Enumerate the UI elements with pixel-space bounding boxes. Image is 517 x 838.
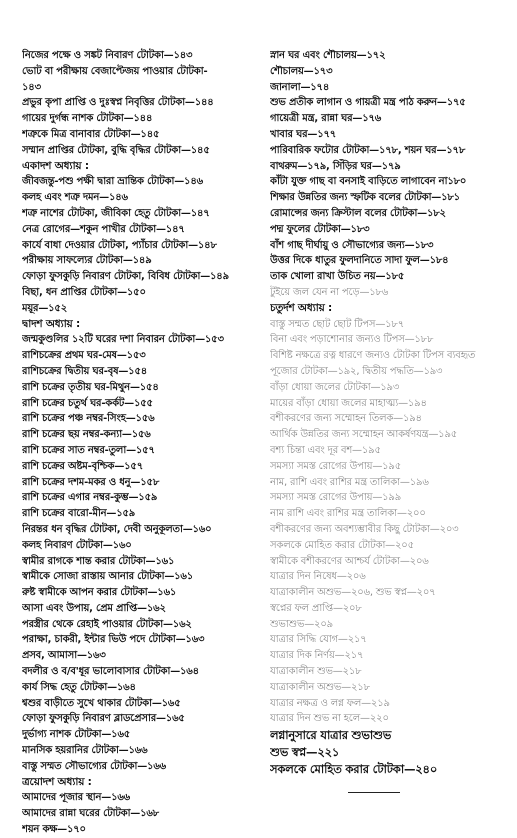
- chapter-heading: ত্রয়োদশ অধ্যায় :: [22, 775, 92, 788]
- right-entry: শুভ প্রতীক লাগান ও গায়ত্রী মন্ত্র পাঠ করুন—১৭৫: [270, 97, 466, 109]
- left-entry: রাশি চক্রের এগার নম্বর-কুম্ভ—১৫৯: [22, 492, 158, 504]
- left-entry: শত্রু নাশের টোটকা, জীবিকা হেতু টোটকা—১৪৭: [22, 207, 210, 219]
- right-entry: বাঁশ গাছ দীর্ঘায়ু ও সৌভাগ্যের জন্য—১৮৩: [270, 239, 434, 251]
- left-entry: বাস্তু সম্মত সৌভাগ্যের টোটকা—১৬৬: [22, 760, 166, 772]
- left-entry: নিরন্তর ধন বৃদ্ধির টোটকা, দেবী অনুকূলতা—১৬০: [22, 523, 212, 535]
- right-entry: যাত্রাকালীন শুভ—২১৮: [270, 666, 362, 678]
- left-entry: রাশি চক্রের অষ্টম-বৃশ্চিক—১৫৭: [22, 460, 144, 472]
- left-entry: স্বামীর রাগকে শান্ত করার টোটকা—১৬১: [22, 555, 175, 567]
- left-entry: ফোড়া ফুসকুড়ি নিবারণ ব্লাডপ্রেসার—১৬৫: [22, 713, 185, 725]
- left-entry: ময়ূর—১৫২: [22, 302, 68, 314]
- left-entry: সম্মান প্রাপ্তির টোটকা, বুদ্ধি বৃদ্ধির টোটকা—১৪৫: [22, 144, 210, 156]
- left-entry: রাশি চক্রের তৃতীয় ঘর-মিথুন—১৫৪: [22, 381, 159, 393]
- left-entry: প্রসব, আমাসা—১৬৩: [22, 650, 106, 662]
- right-entry: বশ্য চিন্তা এবং দূর বশ—১৯৫: [270, 444, 381, 456]
- right-entry: স্নান ঘর এবং শৌচালয়—১৭২: [270, 50, 386, 61]
- right-entry: বাথরুম—১৭৯, সিঁড়ির ঘর—১৭৯: [270, 160, 401, 172]
- left-entry: গায়ের দুর্গন্ধ নাশক টোটকা—১৪৪: [22, 113, 153, 125]
- left-entry: রাশিচক্রের প্রথম ঘর-মেষ—১৫৩: [22, 350, 146, 362]
- right-entry: বশীকরণের জন্য সম্মোহন তিলক—১৯৪: [270, 413, 422, 425]
- left-entry: ভোট বা পরীক্ষায় বেজাপ্টেজয় পাওয়ার টোটকা-: [22, 65, 208, 77]
- left-entry: মানসিক হয়রানির টোটকা—১৬৬: [22, 745, 148, 757]
- left-entry: পরাক্ষা, চাকরী, ইন্টার ভিউ পদে টোটকা—১৬৩: [22, 634, 205, 646]
- chapter-heading: চতুর্দশ অধ্যায় :: [270, 301, 333, 314]
- right-entry: পদ্ম ফুলের টোটকা—১৮৩: [270, 223, 370, 235]
- left-entry: শ্বশুর বাড়ীতে সুখে থাকার টোটকা—১৬৫: [22, 697, 181, 709]
- left-index-column: [22, 48, 262, 838]
- left-entry: শত্রুকে মিত্র বানাবার টোটকা—১৪৫: [22, 128, 160, 140]
- right-entry: পারিবারিক ফটোর টোটকা—১৭৮, শয়ন ঘর—১৭৮: [270, 144, 466, 156]
- right-entry: যাত্রার নক্ষত্র ও লগ্ন ফল—২১৯: [270, 697, 390, 709]
- right-entry: মায়ের বাঁড়া ধোয়া জলের মাহাত্ম্য—১৯৪: [270, 397, 427, 409]
- right-entry: কাঁটা যুক্ত গাছ বা বনসাই বাড়িতে লাগাবেন না১৮০: [270, 176, 467, 188]
- right-entry: শুভ স্বপ্ন—২২১: [270, 745, 340, 760]
- left-entry: পরীক্ষায় সাফল্যের টোটকা—১৪৯: [22, 255, 152, 267]
- right-entry: বশীকরণের জন্য অবশ্যম্ভাবীর কিছু টোটকা—২০৩: [270, 523, 459, 535]
- left-entry: পরস্ত্রীর থেকে রেহাই পাওয়ার টোটকা—১৬২: [22, 618, 192, 630]
- right-entry: যাত্রাকালীন অশুভ—২১৮: [270, 681, 370, 693]
- right-entry: নাম, রাশি এবং রাশির মন্ত্র তালিকা—১৯৬: [270, 476, 429, 488]
- left-entry: রাশি চক্রের ছয় নম্বর-কন্যা—১৫৬: [22, 429, 151, 441]
- right-entry: গায়েত্রী মন্ত্র, রান্না ঘর—১৭৬: [270, 113, 382, 125]
- left-entry: কলহ নিবারণ টোটকা—১৬০: [22, 539, 132, 551]
- left-entry: বদলীর ও ব/ব'ধূর ভালোবাসার টোটকা—১৬৪: [22, 666, 199, 678]
- right-entry: সমস্যা সমস্ত রোগের উপায়—১৯৯: [270, 492, 402, 504]
- right-entry: যাত্রাকালীন অশুভ—২০৬, শুভ স্বপ্ন—২০৭: [270, 587, 436, 599]
- left-entry: প্রভুর কৃপা প্রাপ্তি ও দুঃস্বপ্ন নিবৃত্তির টোটকা—১৪৪: [22, 97, 214, 109]
- left-entry: রুষ্ট স্বামীকে আপন করার টোটকা—১৬১: [22, 587, 177, 599]
- right-entry: নাম রাশি এবং রাশির মন্ত্র তালিকা—২০০: [270, 508, 426, 520]
- left-entry: রাশি চক্রের বারো-মীন—১৫৯: [22, 508, 136, 520]
- left-entry: বিছা, ধন প্রাপ্তির টোটকা—১৫০: [22, 286, 146, 298]
- left-entry: জন্মকুণ্ডলির ১২টি ঘরের দশা নিবারন টোটকা—১৫৩: [22, 334, 224, 346]
- right-entry: শুভাশুভ—২০৯: [270, 618, 333, 630]
- right-entry: যাত্রার সিদ্ধি যোগ—২১৭: [270, 634, 367, 646]
- left-entry: কার্যে বাধা দেওয়ার টোটকা, প্যাঁচার টোটকা—১৪৮: [22, 239, 217, 251]
- left-entry: নেত্র রোগের—শকুন পাখীর টোটকা—১৪৭: [22, 223, 185, 235]
- left-entry: কার্য সিদ্ধ হেতু টোটকা—১৬৪: [22, 681, 136, 693]
- right-entry: খাবার ঘর—১৭৭: [270, 128, 337, 140]
- chapter-heading: দ্বাদশ অধ্যায় :: [22, 317, 80, 330]
- right-entry: পূজোর টোটকা—১৯২, দ্বিতীয় পদ্ধতি—১৯৩: [270, 365, 443, 377]
- right-entry: সমস্যা সমস্ত রোগের উপায়—১৯৫: [270, 460, 402, 472]
- left-entry: কলহ এবং শত্রু দমন—১৪৬: [22, 192, 128, 204]
- end-rule: [348, 792, 400, 793]
- right-entry: বাঁড়া ধোয়া জলের টোটকা—১৯৩: [270, 381, 400, 393]
- right-entry: রোমান্সের জন্য ক্রিস্টাল বলের টোটকা—১৮২: [270, 207, 446, 219]
- chapter-heading: একাদশ অধ্যায় :: [22, 159, 89, 172]
- right-entry: শৌচালয়—১৭৩: [270, 65, 333, 77]
- right-entry: স্বামীকে বশীকরণের আশ্চর্য টোটকা—২০৬: [270, 555, 429, 567]
- right-entry: বাস্তু সম্মত ছোট ছোট টিপস—১৮৭: [270, 318, 405, 330]
- right-entry: উত্তর দিকে ধাতুর ফুলদানিতে সাদা ফুল—১৮৪: [270, 255, 449, 267]
- left-entry: রাশিচক্রের দ্বিতীয় ঘর-বৃষ—১৫৪: [22, 365, 148, 377]
- left-entry: রাশি চক্রের পঞ্চ নম্বর-সিংহ—১৫৬: [22, 413, 155, 425]
- left-entry: আমাদের রান্না ঘরের টোটকা—১৬৮: [22, 808, 159, 820]
- right-entry: শিক্ষার উন্নতির জন্য স্ফটিক বলের টোটকা—১৮১: [270, 192, 460, 204]
- right-entry: লগ্নানুসারে যাত্রার শুভাশুভ: [270, 728, 392, 743]
- left-entry: আসা এবং উপায়, প্রেম প্রাপ্তি—১৬২: [22, 602, 166, 614]
- left-entry: আমাদের পূজার স্থান—১৬৬: [22, 792, 130, 804]
- left-entry: দুর্ভাগ্য নাশক টোটকা—১৬৫: [22, 729, 131, 741]
- left-entry: ১৪৩: [22, 81, 41, 93]
- right-entry: আর্থিক উন্নতির জন্য সম্মোহন আকর্ষণযন্ত্র—১৯৫: [270, 429, 458, 441]
- left-entry: রাশি চক্রের চতুর্থ ঘর-কর্কট—১৫৫: [22, 397, 153, 409]
- right-entry: টুইয়ে জল যেন না পড়ে—১৮৬: [270, 286, 389, 298]
- right-entry: সকলকে মোহিত করার টোটকা—২৪০: [270, 762, 438, 777]
- right-entry: বিনা এবং পড়াশোনার জন্যও টিপস—১৮৮: [270, 334, 434, 346]
- left-entry: স্বামীকে সোজা রাস্তায় আনার টোটকা—১৬১: [22, 571, 193, 583]
- left-entry: রাশি চক্রের সাত নম্বর-তুলা—১৫৭: [22, 444, 155, 456]
- right-entry: তাক খোলা রাখা উচিত নয়—১৮৫: [270, 271, 405, 283]
- left-entry: জীবজন্তু-পশু পক্ষী দ্বারা ভ্রান্তিক টোটকা—১৪৬: [22, 176, 203, 188]
- left-entry: ফোড়া ফুসকুড়ি নিবারণ টোটকা, বিবিধ টোটকা—১৪৯: [22, 271, 229, 283]
- right-entry: সকলকে মোহিত করার টোটকা—২০৫: [270, 539, 414, 551]
- right-entry: যাত্রার দিন নিষেধ—২০৬: [270, 571, 366, 583]
- right-entry: জানালা—১৭৪: [270, 81, 330, 93]
- right-entry: যাত্রার দিন শুভ না হলে—২২০: [270, 713, 389, 725]
- right-entry: স্বপ্নের ফল প্রাপ্তি—২০৮: [270, 602, 362, 614]
- right-index-column: [270, 48, 505, 793]
- left-entry: শয়ন কক্ষ—১৭০: [22, 824, 86, 836]
- left-entry: নিজের পক্ষে ও সঙ্কট নিবারণ টোটকা—১৪৩: [22, 50, 193, 61]
- right-entry: যাত্রার দিক নির্ণয়—২১৭: [270, 650, 364, 662]
- right-entry: বিশিষ্ট নক্ষত্রে রত্ন ধারণে জন্যও টোটকা টিপস ব্যবহৃত: [270, 350, 476, 362]
- left-entry: রাশি চক্রের দশম-মকর ও ধনু—১৫৮: [22, 476, 160, 488]
